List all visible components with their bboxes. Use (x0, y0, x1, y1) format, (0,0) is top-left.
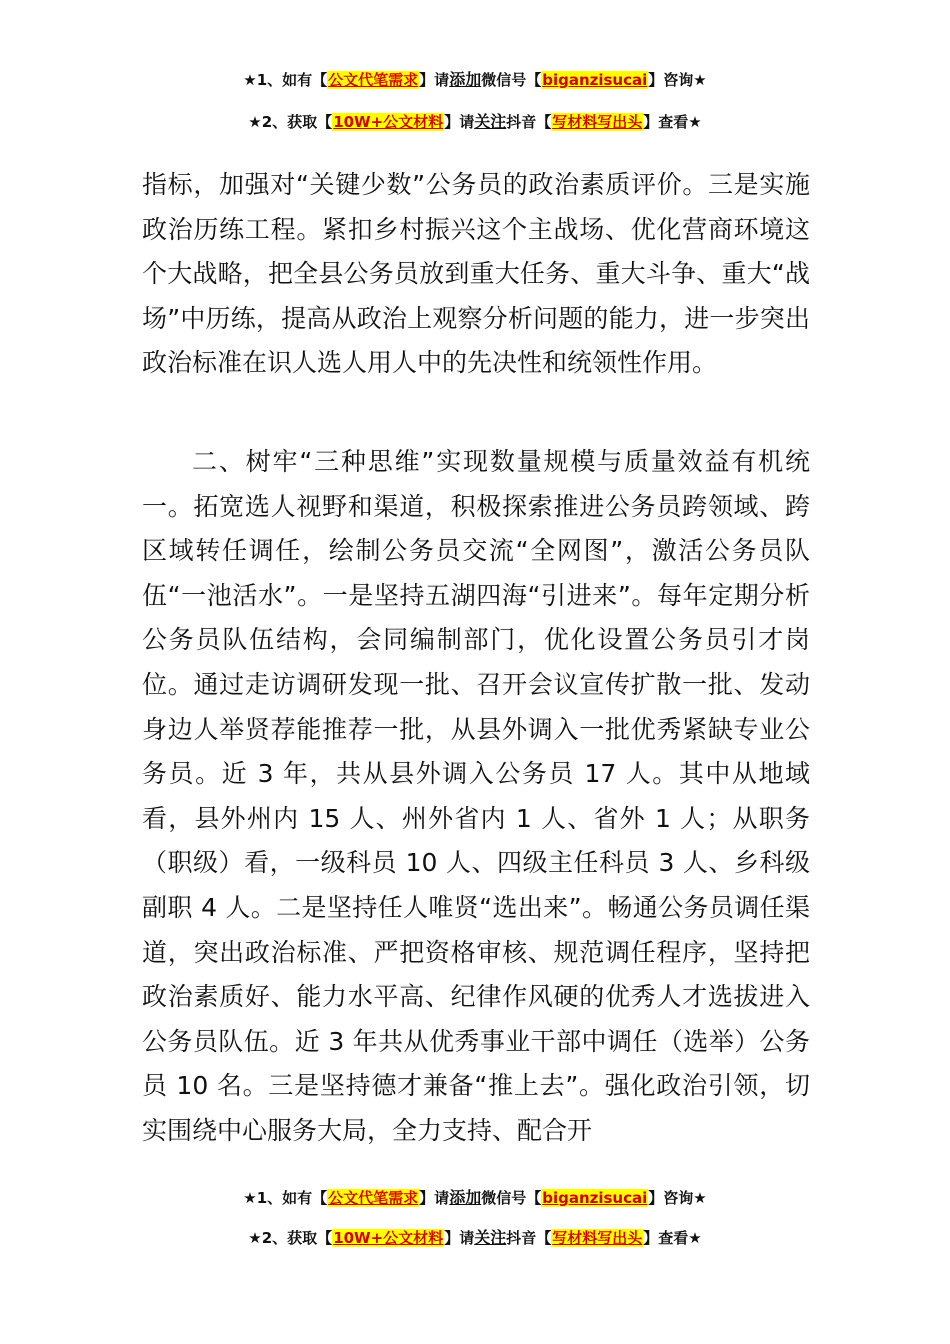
header-ad-line-1 (0, 68, 950, 92)
body-paragraph-2: 二、树牢“三种思维”实现数量规模与质量效益有机统一。拓宽选人视野和渠道，积极探索推进公务员跨领域、跨区域转任调任，绘制公务员交流“全网图”，激活公务员队伍“一池活水”。一是坚持五湖四海“引进来”。每年定期分析公务员队伍结构，会同编制部门，优化设置公务员引才岗位。通过走访调研发现一批、召开会议宣传扩散一批、发动身边人举贤荐能推荐一批，从县外调入一批优秀紧缺专业公务员。近 3 年，共从县外调入公务员 17 人。其中从地域看，县外州内 15 人、州外省内 1 人、省外 1 人；从职务（职级）看，一级科员 10 人、四级主任科员 3 人、乡科级副职 4 人。二是坚持任人唯贤“选出来”。畅通公务员调任渠道，突出政治标准、严把资格审核、规范调任程序，坚持把政治素质好、能力水平高、纪律作风硬的优秀人才选拔进入公务员队伍。近 3 年共从优秀事业干部中调任（选举）公务员 10 名。三是坚持德才兼备“推上去”。强化政治引领，切实围绕中心服务大局，全力支持、配合开 (142, 447, 810, 1145)
footer-ad-1-emphasis: 添加 (449, 1188, 482, 1207)
footer-ad-2-mid2: 抖音【 (506, 1229, 552, 1247)
header-ad-2-emphasis: 关注 (474, 112, 507, 131)
header-ad-2-prefix: ★2、获取【 (248, 113, 333, 131)
footer-ad-2-mid: 】请 (444, 1229, 475, 1247)
footer-ad-line-2 (0, 1226, 950, 1250)
footer-ad-2-prefix: ★2、获取【 (248, 1229, 333, 1247)
footer-ad-2-highlight-douyin: 写材料写出头 (552, 1229, 643, 1247)
header-ad-2-highlight-materials: 10W+公文材料 (333, 113, 444, 131)
footer-ad-2-emphasis: 关注 (474, 1228, 507, 1247)
header-ad-line-2 (0, 110, 950, 134)
header-ad-1-emphasis: 添加 (449, 70, 482, 89)
header-ad-2-mid: 】请 (444, 113, 475, 131)
footer-ad-1-suffix: 】咨询★ (648, 1189, 707, 1207)
footer-ad-2-highlight-materials: 10W+公文材料 (333, 1229, 444, 1247)
header-ad-1-highlight-service: 公文代笔需求 (328, 71, 419, 89)
footer-ad-2-suffix: 】查看★ (643, 1229, 702, 1247)
footer-ad-1-highlight-wechat: biganzisucai (542, 1189, 648, 1207)
header-ad-1-mid: 】请 (419, 71, 450, 89)
body-paragraph-1: 指标，加强对“关键少数”公务员的政治素质评价。三是实施政治历练工程。紧扣乡村振兴这个主战场、优化营商环境这个大战略，把全县公务员放到重大任务、重大斗争、重大“战场”中历练，提高从政治上观察分析问题的能力，进一步突出政治标准在识人选人用人中的先决性和统领性作用。 (142, 170, 810, 378)
footer-ad-1-mid2: 微信号【 (481, 1189, 542, 1207)
footer-ad-line-1 (0, 1186, 950, 1210)
footer-ad-1-prefix: ★1、如有【 (243, 1189, 328, 1207)
header-ad-2-mid2: 抖音【 (506, 113, 552, 131)
header-ad-1-mid2: 微信号【 (481, 71, 542, 89)
footer-ad-1-mid: 】请 (419, 1189, 450, 1207)
footer-ad-1-highlight-service: 公文代笔需求 (328, 1189, 419, 1207)
header-ad-2-suffix: 】查看★ (643, 113, 702, 131)
header-ad-1-prefix: ★1、如有【 (243, 71, 328, 89)
header-ad-1-suffix: 】咨询★ (648, 71, 707, 89)
header-ad-2-highlight-douyin: 写材料写出头 (552, 113, 643, 131)
header-ad-1-highlight-wechat: biganzisucai (542, 71, 648, 89)
